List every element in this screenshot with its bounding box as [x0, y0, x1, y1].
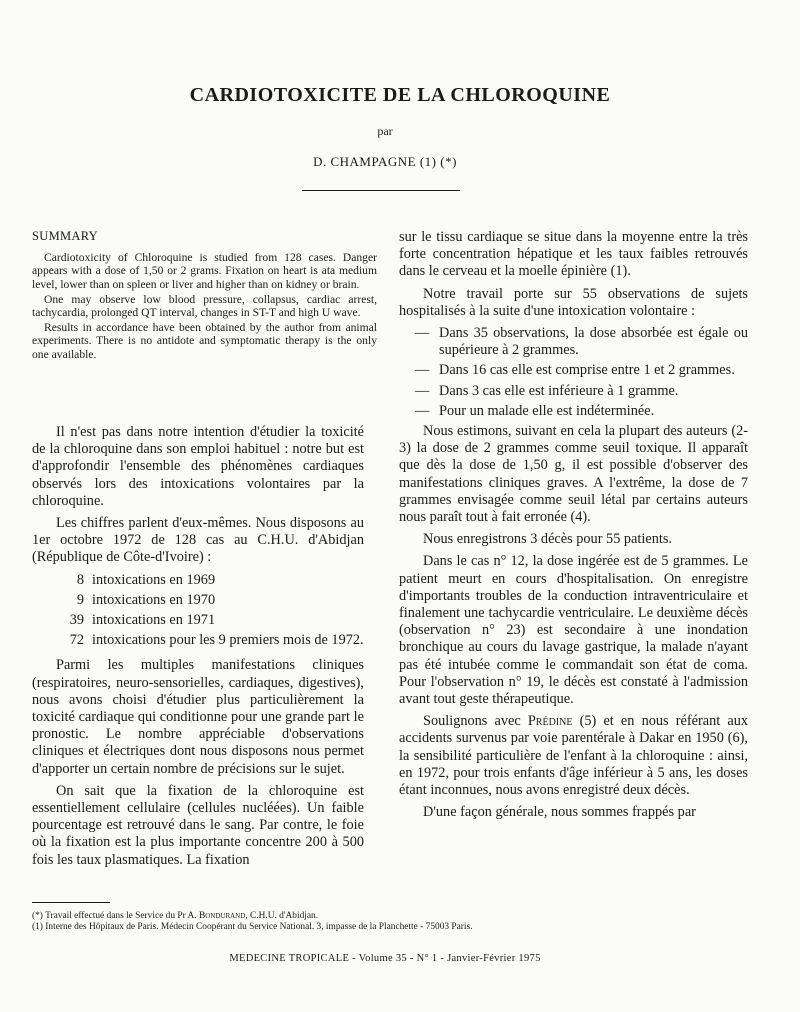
stat-count: 9 [76, 591, 84, 608]
summary-heading: SUMMARY [32, 229, 99, 243]
body-paragraph: sur le tissu cardiaque se situe dans la moyenne entre la très forte concentration hépatique et les taux faibles retrouvés dans le cerveau et la moelle épinière (1). [399, 229, 748, 280]
footnote: (1) Interne des Hôpitaux de Paris. Médecin Coopérant du Service National. 3, impasse de la Planchette - 75003 Paris. [32, 922, 473, 932]
summary-section [32, 230, 377, 363]
body-paragraph: Notre travail porte sur 55 observations de sujets hospitalisés à la suite d'une intoxication volontaire : [399, 285, 748, 319]
stat-label: intoxications en 1969 [92, 571, 216, 588]
page-title: CARDIOTOXICITE DE LA CHLOROQUINE [189, 84, 611, 106]
author-name: D. CHAMPAGNE (1) (*) [313, 154, 457, 169]
stat-label: intoxications en 1971 [92, 612, 216, 629]
dose-list-item: — Pour un malade elle est indéterminée. [415, 402, 655, 419]
stat-row [32, 592, 364, 609]
stat-count: 72 [69, 632, 84, 649]
journal-footer: MEDECINE TROPICALE - Volume 35 - N° 1 - Janvier-Février 1975 [229, 953, 541, 964]
summary-paragraph: One may observe low blood pressure, collapsus, cardiac arrest, tachycardia, prolonged QT interval, changes in ST-T and high U wave. [32, 292, 377, 320]
title-divider [302, 190, 460, 191]
body-paragraph: Dans le cas n° 12, la dose ingérée est de 5 grammes. Le patient meurt en cours d'hospitalisation. On enregistre d'importants troubles de la conduction intraventriculaire et finalement une tachycardie ventriculaire. Le deuxième décès (observation n° 23) est secondaire à une inondation bronchique au cours du lavage gastrique, la malade n'ayant pas été intubée comme le commandait son état de coma. Pour l'observation n° 19, le décès est constaté à l'admission avant tout geste thérapeutique. [399, 553, 748, 708]
right-column [399, 229, 748, 827]
stat-count: 8 [76, 571, 84, 588]
stat-row [32, 632, 364, 649]
dose-list-item: — Dans 3 cas elle est inférieure à 1 gramme. [415, 382, 679, 399]
left-column [32, 424, 364, 874]
dose-list-item: — Dans 35 observations, la dose absorbée est égale ou supérieure à 2 grammes. [415, 325, 748, 359]
byline-par: par [377, 124, 393, 138]
cited-author: Bondurand [198, 911, 246, 921]
stat-row [32, 612, 364, 629]
body-paragraph: Parmi les multiples manifestations cliniques (respiratoires, neuro-sensorielles, cardiaques, digestives), nous avons choisi d'étudier plus particulièrement la toxicité cardiaque qui conditionne pour une grande part le pronostic. Le nombre appréciable d'observations cliniques et électriques dont nous disposons nous permet d'apporter un certain nombre de précisions sur le sujet. [32, 657, 364, 777]
stat-row [32, 572, 364, 589]
body-paragraph: On sait que la fixation de la chloroquine est essentiellement cellulaire (cellules nucléées). Un faible pourcentage est retrouvé dans le sang. Par contre, le foie où la fixation est la plus importante concentre 200 à 500 fois les taux plasmatiques. La fixation [32, 782, 364, 868]
footnote-divider [32, 902, 110, 903]
body-paragraph: Il n'est pas dans notre intention d'étudier la toxicité de la chloroquine dans son emploi habituel : notre but est d'approfondir l'ensemble des phénomènes cardiaques observés lors des intoxications volontaires par la chloroquine. [32, 424, 364, 509]
body-paragraph: D'une façon générale, nous sommes frappés par [423, 804, 696, 821]
stat-label: intoxications en 1970 [92, 591, 216, 608]
summary-paragraph: Results in accordance have been obtained by the author from animal experiments. There is no antidote and symptomatic therapy is the only one available. [32, 321, 377, 361]
summary-paragraph: Cardiotoxicity of Chloroquine is studied from 128 cases. Danger appears with a dose of 1,50 or 2 grams. Fixation on heart is ata medium level, lower than on spleen or liver and higher than on kidney or brain. [32, 251, 377, 291]
body-paragraph: Soulignons avec Prédine (5) et en nous référant aux accidents survenus par voie parentérale à Dakar en 1950 (6), la sensibilité particulière de l'enfant à la chloroquine : ainsi, en 1972, pour trois enfants d'âge inférieur à 5 ans, les doses étant inconnues, nous avons enregistré deux décès. [399, 713, 748, 799]
body-paragraph: Nous enregistrons 3 décès pour 55 patients. [423, 531, 672, 548]
body-paragraph: Les chiffres parlent d'eux-mêmes. Nous disposons au 1er octobre 1972 de 128 cas au C.H.U. d'Abidjan (République de Côte-d'Ivoire) : [32, 515, 364, 566]
intoxication-stats [32, 572, 364, 650]
cited-author: Prédine [527, 713, 573, 730]
stat-label: intoxications pour les 9 premiers mois de 1972. [92, 632, 364, 649]
footnote: (*) Travail effectué dans le Service du Pr A. Bondurand, C.H.U. d'Abidjan. [32, 911, 319, 921]
dose-list-item: — Dans 16 cas elle est comprise entre 1 et 2 grammes. [415, 362, 735, 379]
body-paragraph: Nous estimons, suivant en cela la plupart des auteurs (2-3) la dose de 2 grammes comme seuil toxique. Il apparaît que dès la dose de 1,50 g, il est possible d'observer des manifestations cliniques graves. A l'extrême, la dose de 7 grammes envisagée comme seuil létal par certains auteurs nous paraît tout à fait erronée (4). [399, 423, 748, 526]
stat-count: 39 [69, 612, 84, 629]
